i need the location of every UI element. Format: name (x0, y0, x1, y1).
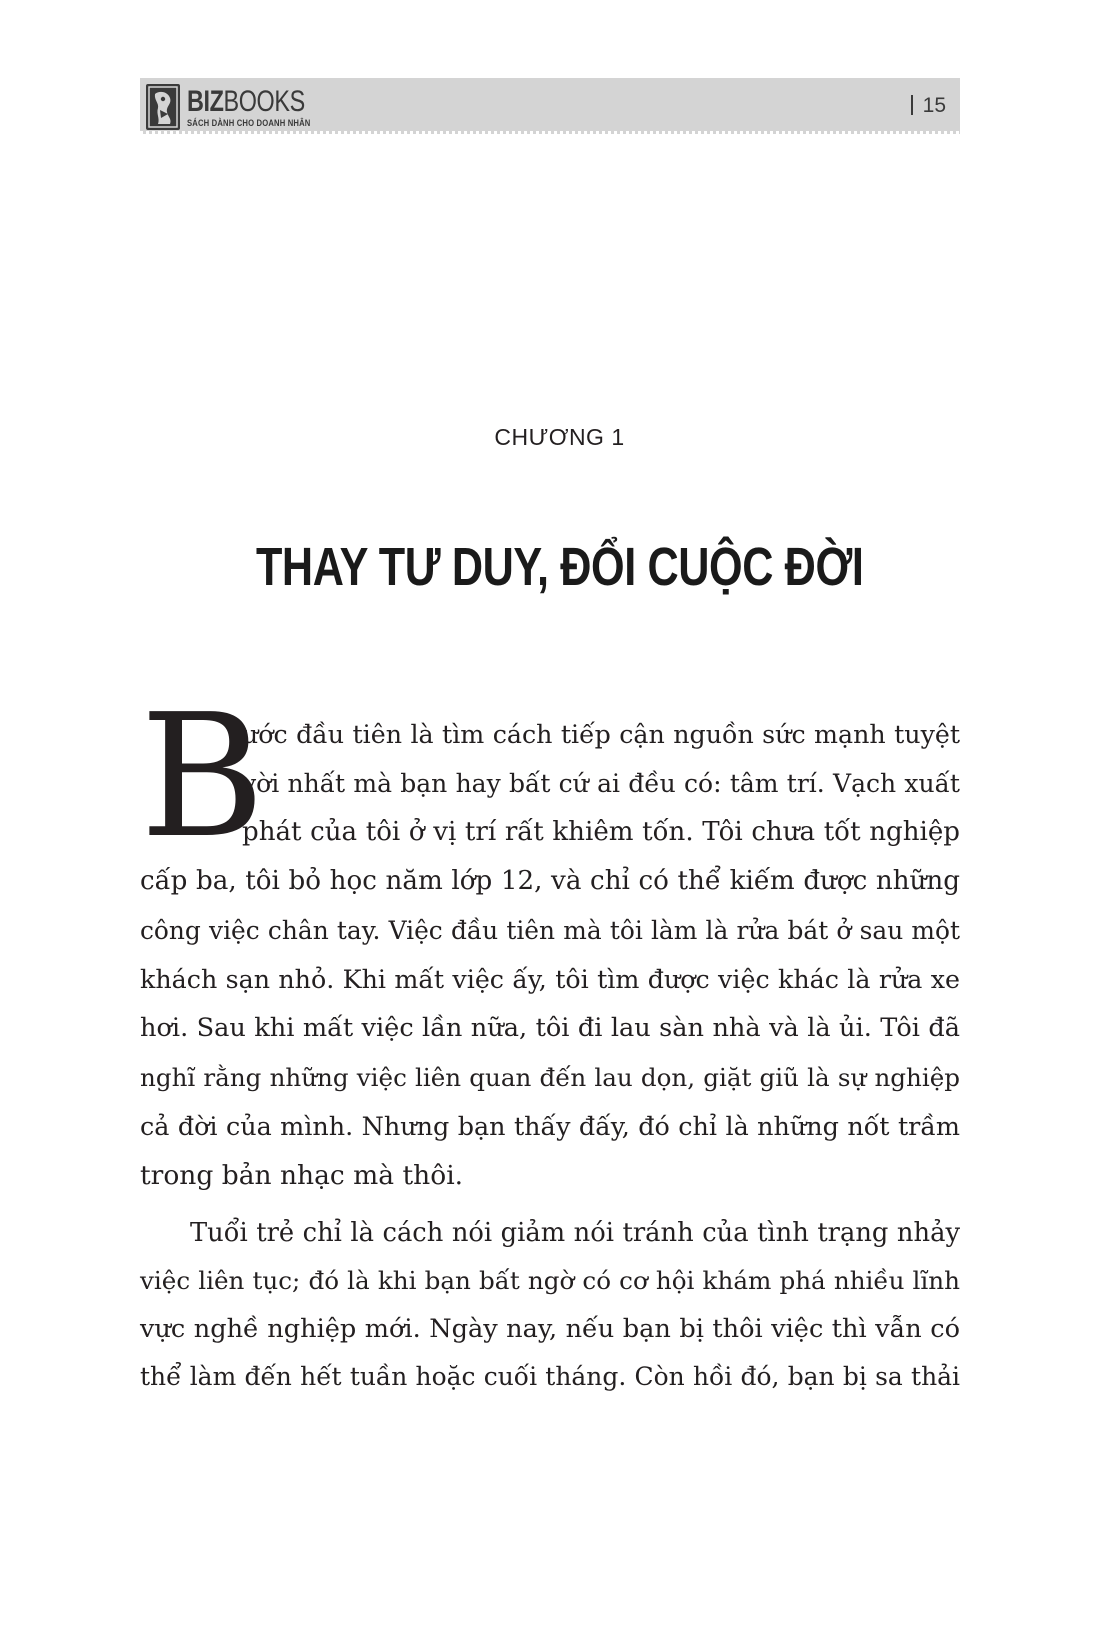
drop-cap: B (140, 678, 265, 876)
text-line: việc liên tục; đó là khi bạn bất ngờ có cơ hội khám phá nhiều lĩnh (140, 1266, 960, 1295)
text-line: Tuổi trẻ chỉ là cách nói giảm nói tránh của tình trạng nhảy (190, 1218, 960, 1248)
text-line: trong bản nhạc mà thôi. (140, 1160, 464, 1191)
chapter-title (0, 536, 1119, 598)
text-line: ước đầu tiên là tìm cách tiếp cận nguồn sức mạnh tuyệt (242, 720, 960, 749)
text-line: công việc chân tay. Việc đầu tiên mà tôi làm là rửa bát ở sau một (140, 916, 960, 945)
paragraph-2 (140, 1209, 960, 1401)
paragraph-1 (140, 710, 960, 1200)
brand-tagline: SÁCH DÀNH CHO DOANH NHÂN (187, 117, 311, 128)
bizbooks-emblem-icon (146, 84, 180, 130)
text-line: thể làm đến hết tuần hoặc cuối tháng. Còn hồi đó, bạn bị sa thải (140, 1362, 960, 1391)
text-line: cấp ba, tôi bỏ học năm lớp 12, và chỉ có thể kiếm được những (140, 866, 960, 896)
text-line: cả đời của mình. Nhưng bạn thấy đấy, đó chỉ là những nốt trầm (140, 1111, 960, 1141)
text-line: phát của tôi ở vị trí rất khiêm tốn. Tôi chưa tốt nghiệp (242, 817, 960, 847)
chapter-label: CHƯƠNG 1 (494, 424, 625, 450)
text-line: vực nghề nghiệp mới. Ngày nay, nếu bạn bị thôi việc thì vẫn có (140, 1314, 960, 1344)
text-line: khách sạn nhỏ. Khi mất việc ấy, tôi tìm được việc khác là rửa xe (140, 964, 960, 994)
chapter-title-text: THAY TƯ DUY, ĐỔI CUỘC ĐỜI (255, 537, 864, 597)
text-line: vời nhất mà bạn hay bất cứ ai đều có: tâm trí. Vạch xuất (242, 769, 960, 798)
brand-name: BIZBOOKS (187, 84, 305, 118)
running-header (140, 78, 960, 134)
text-line: hơi. Sau khi mất việc lần nữa, tôi đi lau sàn nhà và là ủi. Tôi đã (140, 1013, 960, 1043)
page-number: 15 (911, 94, 946, 118)
publisher-logo (146, 84, 338, 130)
text-line: nghĩ rằng những việc liên quan đến lau dọn, giặt giũ là sự nghiệp (140, 1063, 960, 1092)
